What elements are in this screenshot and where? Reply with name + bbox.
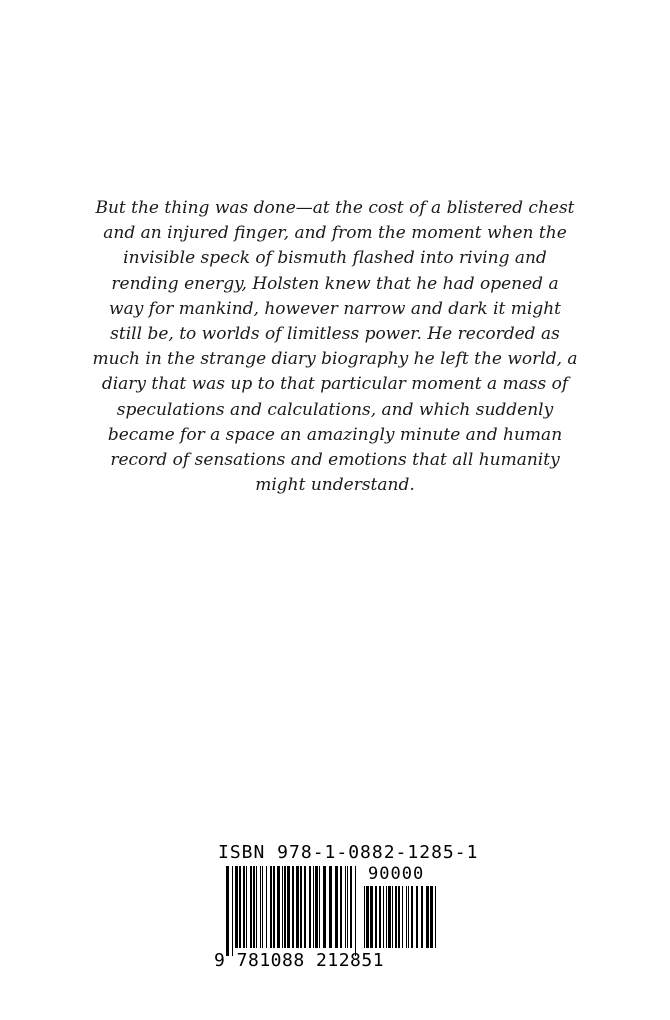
barcode-bar (379, 886, 381, 948)
barcode-bar (430, 886, 433, 948)
blurb-line: and an injured finger, and from the moment when the (103, 223, 567, 244)
barcode-bar (370, 886, 373, 948)
barcode-bar (416, 886, 418, 948)
barcode-bar (250, 866, 252, 948)
barcode-bar (304, 866, 306, 948)
barcode-bar (395, 886, 397, 948)
blurb-line: much in the strange diary biography he left the world, a (92, 349, 578, 370)
barcode-bar (232, 866, 233, 956)
barcode-bar (383, 886, 384, 948)
barcode-bar (273, 866, 275, 948)
barcode-bar (402, 886, 403, 948)
barcode-bar (388, 886, 391, 948)
barcode-bar (426, 886, 429, 948)
barcode-bar (323, 866, 326, 948)
barcode-bar (398, 886, 400, 948)
barcode-bar (364, 886, 365, 948)
barcode-bar (421, 886, 423, 948)
barcode-bar (386, 886, 387, 948)
addon-barcode-bars (364, 886, 436, 948)
barcode-bar (435, 886, 436, 948)
barcode-bar (300, 866, 302, 948)
barcode-bar (309, 866, 311, 948)
barcode-bar (347, 866, 348, 948)
barcode-bar (375, 886, 377, 948)
barcode-bar (287, 866, 290, 948)
blurb-line: But the thing was done—at the cost of a blistered chest (95, 198, 575, 218)
isbn-label: ISBN 978-1-0882-1285-1 (218, 842, 479, 863)
barcode-bar (277, 866, 280, 948)
addon-number: 90000 (368, 864, 425, 884)
barcode-bar (235, 866, 238, 948)
barcode-bar (329, 866, 332, 948)
cover-blurb (80, 196, 590, 498)
barcode-bar (406, 886, 407, 948)
barcode-bar (256, 866, 257, 948)
barcode-bar (319, 866, 320, 948)
barcode-bar (408, 886, 409, 948)
barcode-bar (340, 866, 342, 948)
barcode-bar (313, 866, 314, 948)
barcode-bar (260, 866, 261, 948)
barcode-bar (239, 866, 241, 948)
blurb-line: became for a space an amazingly minute and human (107, 424, 563, 445)
barcode-bar (355, 866, 356, 956)
barcode-bar (292, 866, 294, 948)
barcode-bar (282, 866, 283, 948)
blurb-line: still be, to worlds of limitless power. He recorded as (110, 324, 560, 345)
barcode-bar (253, 866, 255, 948)
blurb-line: invisible speck of bismuth flashed into riving and (123, 248, 547, 269)
barcode-bar (350, 866, 352, 948)
barcode-bar (226, 866, 229, 956)
blurb-line: record of sensations and emotions that all humanity (110, 450, 560, 471)
barcode-bar (270, 866, 272, 948)
barcode-bar (411, 886, 413, 948)
barcode-bar (345, 866, 346, 948)
blurb-line: speculations and calculations, and which suddenly (116, 399, 554, 420)
barcode-bar (266, 866, 267, 948)
barcode-bar (246, 866, 247, 948)
blurb-line: diary that was up to that particular moment a mass of (101, 374, 569, 395)
barcode-bar (335, 866, 338, 948)
blurb-line: way for mankind, however narrow and dark it might (109, 298, 561, 319)
barcode-bar (296, 866, 299, 948)
blurb-line: rending energy, Holsten knew that he had opened a (111, 273, 559, 294)
barcode-bar (243, 866, 245, 948)
main-barcode-bars (226, 866, 356, 956)
barcode-bar (392, 886, 393, 948)
barcode-bar (366, 886, 369, 948)
blurb-line: might understand. (255, 475, 415, 496)
barcode-bar (315, 866, 318, 948)
isbn-barcode (210, 836, 479, 976)
barcode-bar (284, 866, 286, 948)
barcode-number: 9 781088 212851 (214, 950, 385, 971)
barcode-bar (262, 866, 263, 948)
